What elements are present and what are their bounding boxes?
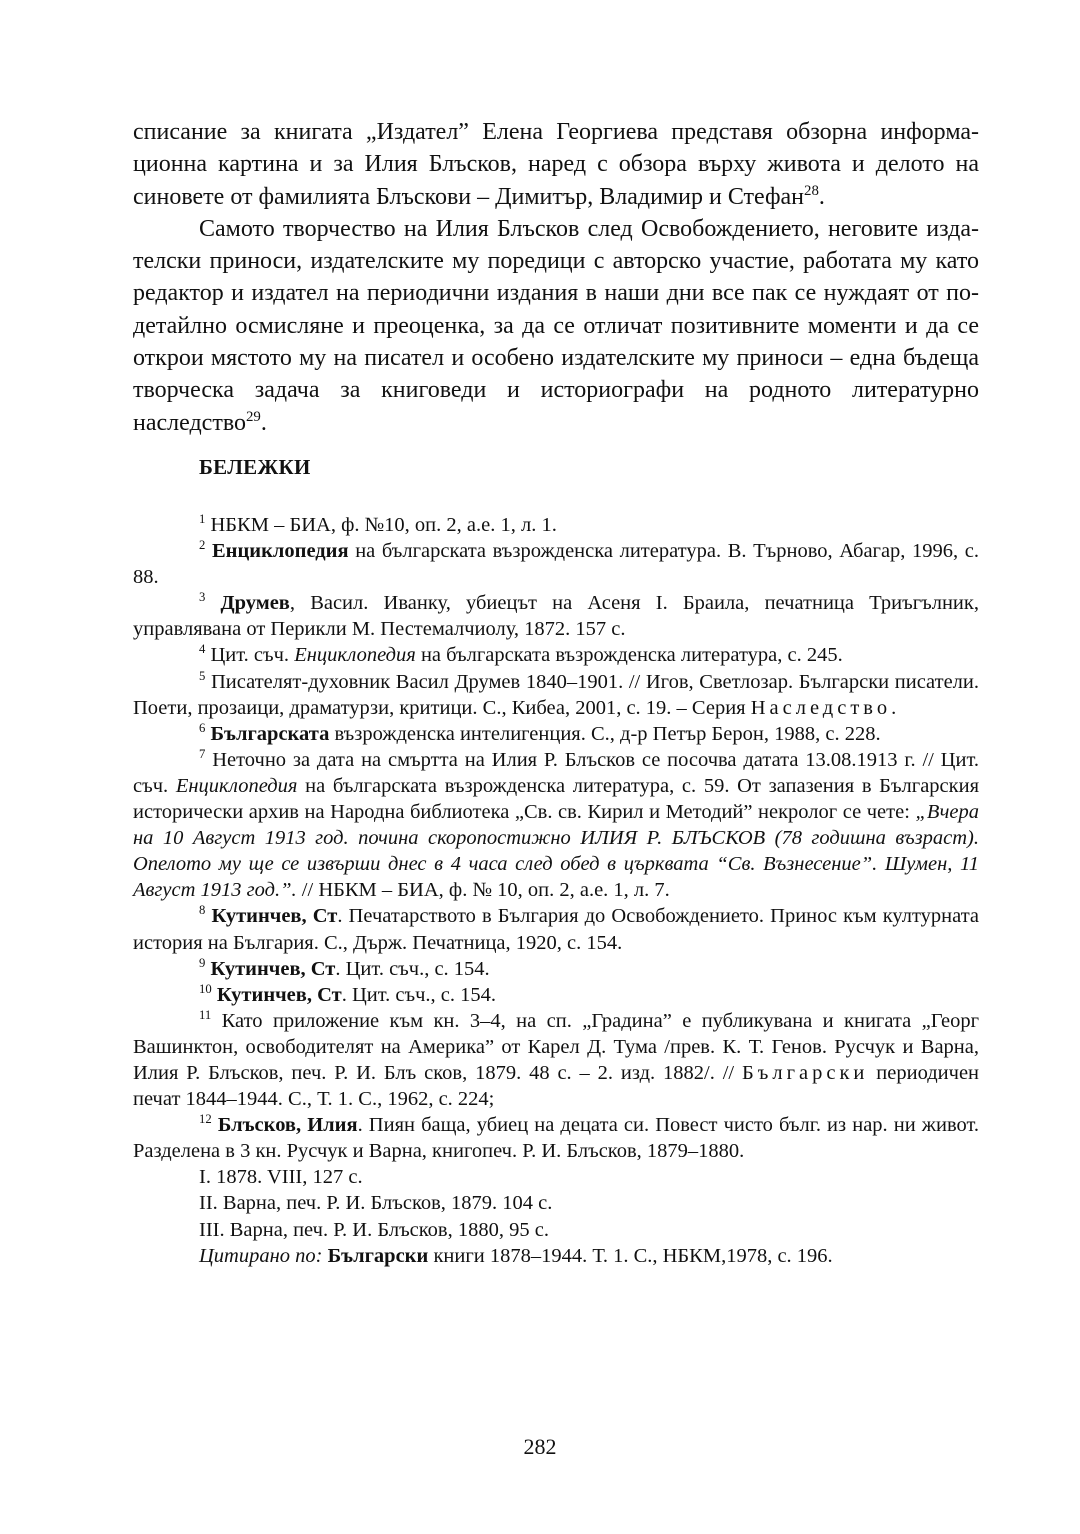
note-end: . bbox=[891, 696, 897, 719]
page-number: 282 bbox=[523, 1434, 557, 1459]
note-bold: Енциклопедия bbox=[211, 540, 349, 563]
note-spaced: Наследство bbox=[750, 696, 892, 719]
cited-bold: Български bbox=[327, 1244, 429, 1267]
note-italic: Енциклопедия bbox=[294, 644, 416, 667]
note-12 bbox=[133, 1112, 979, 1164]
note-number: 2 bbox=[199, 538, 206, 553]
note-bold: Друмев bbox=[220, 592, 290, 615]
note-number: 6 bbox=[199, 720, 206, 735]
note-text: Като приложение към кн. 3–4, на сп. „Градина” е публикувана и книгата „Георг Вашинктон, освободителят на Америка” от Карел Д. Тума /прев. К. Т. Генов. Русчук и Варна, Илия Р. Блъсков, печ. Р. И. Блъ сков, 1879. 48 с. – 2. изд. 1882/. // bbox=[133, 1009, 979, 1084]
paragraph-2 bbox=[133, 213, 979, 439]
note-bold: Кутинчев, Ст bbox=[216, 983, 342, 1006]
cited-text: книги 1878–1944. Т. 1. С., НБКМ,1978, с. 196. bbox=[428, 1244, 833, 1267]
note-number: 7 bbox=[199, 747, 206, 762]
note-number: 11 bbox=[199, 1007, 212, 1022]
note-text: . Печатарството в България до Освобождението. Принос към културната история на България. С., Държ. Печатница, 1920, с. 154. bbox=[133, 905, 980, 954]
note-spaced: Български bbox=[742, 1061, 869, 1084]
note-text: възрожденска интелигенция. С., д-р Петър Берон, 1988, с. 228. bbox=[329, 722, 881, 745]
note-12-volume-1: I. 1878. VIII, 127 с. bbox=[199, 1166, 363, 1189]
note-number: 5 bbox=[199, 668, 206, 683]
note-7 bbox=[133, 747, 979, 904]
note-4 bbox=[133, 642, 979, 668]
footnote-ref-29: 29 bbox=[245, 408, 261, 425]
note-italic-quote: „Вчера на 10 Август 1913 год. почина скоропостижно ИЛИЯ Р. БЛЪСКОВ (78 годишна възраст). Опелото му ще се извърши днес в 4 часа след обед в църквата “Св. Възнесение”. Шумен, 11 Август 1913 год.”. bbox=[133, 801, 979, 902]
note-text: на българската възрожденска литература, с. 245. bbox=[415, 644, 843, 667]
note-12-volume-3: III. Варна, печ. Р. И. Блъсков, 1880, 95 с. bbox=[199, 1218, 549, 1241]
note-end: периодичен печат 1844–1944. С., Т. 1. С., 1962, с. 224; bbox=[133, 1061, 980, 1111]
note-number: 1 bbox=[199, 512, 206, 527]
note-10 bbox=[133, 982, 979, 1008]
paragraph-1-text: списание за книгата „Издател” Елена Георгиева представя обзорна информа-ционна картина и за Илия Блъсков, наред с обзора върху живота и делото на синовете от фамилията Блъскови – Димитър, Владимир и Стефан bbox=[133, 119, 979, 210]
note-number: 9 bbox=[199, 955, 206, 970]
note-text: // НБКМ – БИА, ф. № 10, оп. 2, а.е. 1, л. 7. bbox=[296, 879, 670, 902]
note-bold: Кутинчев, Ст bbox=[210, 957, 336, 980]
note-number: 3 bbox=[199, 590, 206, 605]
notes-heading: БЕЛЕЖКИ bbox=[199, 455, 311, 479]
note-1 bbox=[133, 512, 979, 538]
note-cited-from bbox=[133, 1243, 979, 1269]
note-5 bbox=[133, 669, 979, 721]
note-bold: Българската bbox=[210, 722, 330, 745]
paragraph-2-end: . bbox=[260, 409, 267, 436]
paragraph-1-end: . bbox=[818, 183, 825, 210]
note-text: Писателят-духовник Васил Друмев 1840–1901. // Игов, Светлозар. Български писатели. Поети, прозаици, драматурзи, критици. С., Кибеа, 2001, с. 19. – Серия bbox=[133, 670, 979, 719]
paragraph-1 bbox=[133, 116, 979, 213]
note-text: . Пиян баща, убиец на децата си. Повест чисто бълг. из нар. ни живот. Разделена в 3 кн. Русчук и Варна, книгопеч. Р. И. Блъсков, 1879–1880. bbox=[133, 1114, 979, 1163]
note-text: , Васил. Иванку, убиецът на Асеня I. Браила, печатница Триъгълник, управлявана от Перикли М. Пестемалчиолу, 1872. 157 с. bbox=[133, 592, 979, 641]
note-text: на българската възрожденска литература. В. Търново, Абагар, 1996, с. 88. bbox=[133, 540, 980, 589]
note-text: Неточно за дата на смъртта на Илия Р. Блъсков се посочва датата 13.08.1913 г. // Цит. съч. bbox=[133, 748, 979, 797]
cited-label: Цитирано по: bbox=[199, 1244, 323, 1267]
note-text: на българската възрожденска литература, с. 59. От запазения в Българския исторически архив на Народна библиотека „Св. св. Кирил и Методий” некролог се чете: bbox=[133, 774, 980, 824]
note-9 bbox=[133, 956, 979, 982]
note-12-volume-2: II. Варна, печ. Р. И. Блъсков, 1879. 104 с. bbox=[199, 1192, 553, 1215]
note-number: 10 bbox=[199, 981, 212, 996]
note-text: . Цит. съч., с. 154. bbox=[335, 957, 490, 980]
notes-list bbox=[133, 512, 979, 1269]
note-pre: Цит. съч. bbox=[210, 644, 295, 667]
note-2 bbox=[133, 538, 979, 590]
note-6 bbox=[133, 721, 979, 747]
note-italic: Енциклопедия bbox=[175, 774, 298, 797]
body-text bbox=[133, 116, 979, 439]
note-number: 8 bbox=[199, 903, 206, 918]
note-number: 4 bbox=[199, 642, 206, 657]
note-text: . Цит. съч., с. 154. bbox=[341, 983, 497, 1006]
footnote-ref-28: 28 bbox=[804, 182, 819, 199]
paragraph-2-text: Самото творчество на Илия Блъсков след Освобождението, неговите изда-телски приноси, издателските му поредици с авторско участие, работата му като редактор и издател на периодични издания в наши дни все пак се нуждаят от по-детайлно осмисляне и преоценка, за да се отличат позитивните моменти и да се открои мястото му на писател и особено издателските му приноси – една бъдеща творческа задача за книговеди и историографи на родното литературно наследство bbox=[133, 215, 979, 436]
note-11 bbox=[133, 1008, 979, 1112]
note-bold: Блъсков, Илия bbox=[217, 1114, 358, 1137]
note-3 bbox=[133, 590, 979, 642]
note-8 bbox=[133, 903, 979, 955]
note-text: НБКМ – БИА, ф. №10, оп. 2, а.е. 1, л. 1. bbox=[210, 514, 557, 536]
note-number: 12 bbox=[199, 1112, 212, 1127]
note-bold: Кутинчев, Ст bbox=[211, 905, 338, 928]
